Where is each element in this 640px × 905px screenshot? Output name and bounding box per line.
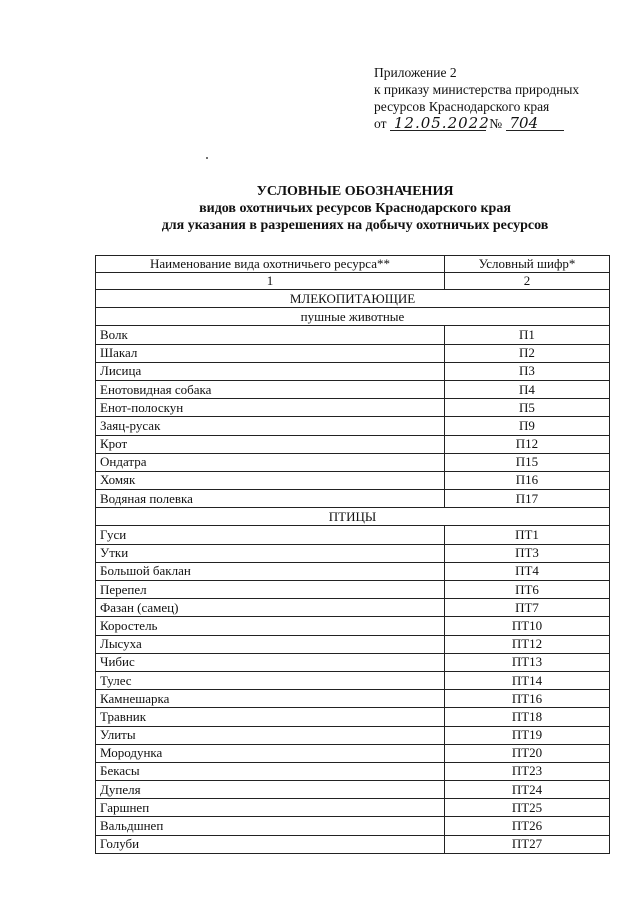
species-name: Перепел	[96, 581, 445, 599]
species-code: П4	[445, 380, 610, 398]
species-name: Коростель	[96, 617, 445, 635]
species-name: Утки	[96, 544, 445, 562]
table-row	[96, 708, 610, 726]
table-row	[96, 617, 610, 635]
species-code: П1	[445, 326, 610, 344]
species-name: Водяная полевка	[96, 490, 445, 508]
species-name: Улиты	[96, 726, 445, 744]
appendix-line-3: ресурсов Краснодарского края	[374, 99, 550, 114]
table-row	[96, 726, 610, 744]
appendix-date-line	[374, 115, 634, 132]
table-row	[96, 435, 610, 453]
date-prefix: от	[374, 116, 387, 131]
species-name: Енотовидная собака	[96, 380, 445, 398]
species-name: Дупеля	[96, 781, 445, 799]
species-name: Голуби	[96, 835, 445, 853]
species-code: ПТ6	[445, 581, 610, 599]
column-number-1: 1	[96, 273, 445, 290]
species-name: Мородунка	[96, 744, 445, 762]
species-name: Лысуха	[96, 635, 445, 653]
handwritten-date: 12.05.2022	[390, 116, 486, 131]
table-row	[96, 690, 610, 708]
species-name: Волк	[96, 326, 445, 344]
title-line-2: видов охотничьих ресурсов Краснодарского края	[199, 201, 511, 216]
species-code: П2	[445, 344, 610, 362]
table-row	[96, 799, 610, 817]
section-mammals: МЛЕКОПИТАЮЩИЕ	[96, 290, 610, 308]
table-number-row	[96, 273, 610, 290]
header-name: Наименование вида охотничьего ресурса**	[96, 256, 445, 273]
species-name: Бекасы	[96, 762, 445, 780]
appendix-block	[374, 64, 634, 132]
species-name: Ондатра	[96, 453, 445, 471]
species-code: ПТ13	[445, 653, 610, 671]
table-row	[96, 835, 610, 853]
title-line-1: УСЛОВНЫЕ ОБОЗНАЧЕНИЯ	[256, 184, 454, 199]
table-row	[96, 471, 610, 489]
species-name: Лисица	[96, 362, 445, 380]
table-row	[96, 562, 610, 580]
species-code: ПТ1	[445, 526, 610, 544]
species-name: Вальдшнеп	[96, 817, 445, 835]
species-code: ПТ12	[445, 635, 610, 653]
species-code: ПТ23	[445, 762, 610, 780]
species-name: Шакал	[96, 344, 445, 362]
number-prefix: №	[489, 116, 503, 131]
table-row	[96, 380, 610, 398]
species-code: ПТ14	[445, 671, 610, 689]
table-row	[96, 453, 610, 471]
subsection-row-fur	[96, 308, 610, 326]
appendix-line-2: к приказу министерства природных	[374, 82, 580, 97]
table-row	[96, 362, 610, 380]
table-row	[96, 653, 610, 671]
species-codes-table	[95, 255, 610, 854]
table-row	[96, 635, 610, 653]
table-row	[96, 399, 610, 417]
table-row	[96, 417, 610, 435]
handwritten-number: 704	[506, 116, 564, 131]
table-row	[96, 581, 610, 599]
subsection-fur-animals: пушные животные	[96, 308, 610, 326]
species-code: ПТ24	[445, 781, 610, 799]
species-name: Хомяк	[96, 471, 445, 489]
section-birds: ПТИЦЫ	[96, 508, 610, 526]
species-code: П9	[445, 417, 610, 435]
table-row	[96, 599, 610, 617]
document-title	[80, 183, 630, 234]
column-number-2: 2	[445, 273, 610, 290]
table-header-row	[96, 256, 610, 273]
species-name: Гаршнеп	[96, 799, 445, 817]
species-code: ПТ26	[445, 817, 610, 835]
species-code: ПТ18	[445, 708, 610, 726]
header-code: Условный шифр*	[445, 256, 610, 273]
appendix-line-1: Приложение 2	[374, 65, 457, 80]
title-line-3: для указания в разрешениях на добычу охотничьих ресурсов	[161, 218, 549, 233]
species-code: П12	[445, 435, 610, 453]
section-row-mammals	[96, 290, 610, 308]
species-code: ПТ10	[445, 617, 610, 635]
species-name: Травник	[96, 708, 445, 726]
species-code: ПТ3	[445, 544, 610, 562]
table-row	[96, 344, 610, 362]
species-code: ПТ20	[445, 744, 610, 762]
species-name: Гуси	[96, 526, 445, 544]
species-code: П5	[445, 399, 610, 417]
species-code: ПТ7	[445, 599, 610, 617]
species-code: ПТ19	[445, 726, 610, 744]
species-name: Фазан (самец)	[96, 599, 445, 617]
species-name: Енот-полоскун	[96, 399, 445, 417]
species-name: Заяц-русак	[96, 417, 445, 435]
table-row	[96, 326, 610, 344]
species-code: ПТ4	[445, 562, 610, 580]
species-code: ПТ25	[445, 799, 610, 817]
species-code: П16	[445, 471, 610, 489]
table-row	[96, 817, 610, 835]
table-row	[96, 671, 610, 689]
species-code: ПТ27	[445, 835, 610, 853]
table-row	[96, 490, 610, 508]
species-code: П3	[445, 362, 610, 380]
species-code: П17	[445, 490, 610, 508]
table-row	[96, 744, 610, 762]
species-code: ПТ16	[445, 690, 610, 708]
section-row-birds	[96, 508, 610, 526]
table-row	[96, 526, 610, 544]
species-name: Тулес	[96, 671, 445, 689]
species-name: Большой баклан	[96, 562, 445, 580]
speck-mark	[206, 157, 208, 159]
species-name: Чибис	[96, 653, 445, 671]
table-row	[96, 544, 610, 562]
species-code: П15	[445, 453, 610, 471]
table-row	[96, 781, 610, 799]
table-row	[96, 762, 610, 780]
species-name: Камнешарка	[96, 690, 445, 708]
species-name: Крот	[96, 435, 445, 453]
